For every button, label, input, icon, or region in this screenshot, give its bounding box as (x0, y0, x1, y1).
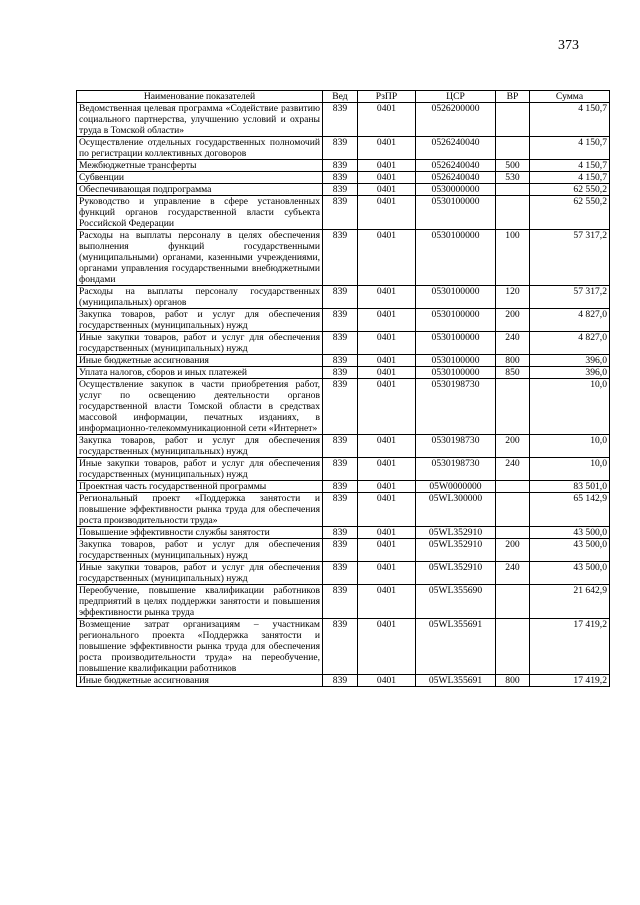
cell-ved: 839 (323, 332, 358, 355)
cell-rzpr: 0401 (358, 493, 416, 527)
table-row (77, 458, 610, 481)
table-row (77, 493, 610, 527)
cell-name: Закупка товаров, работ и услуг для обеспечения государственных (муниципальных) нужд (77, 435, 323, 458)
table-row (77, 481, 610, 493)
cell-csr: 05WL352910 (416, 527, 496, 539)
cell-ved: 839 (323, 367, 358, 379)
cell-name: Проектная часть государственной программы (77, 481, 323, 493)
cell-csr: 0530100000 (416, 355, 496, 367)
cell-rzpr: 0401 (358, 332, 416, 355)
cell-name: Иные бюджетные ассигнования (77, 675, 323, 687)
cell-name: Повышение эффективности службы занятости (77, 527, 323, 539)
table-row (77, 332, 610, 355)
cell-name: Региональный проект «Поддержка занятости и повышение эффективности рынка труда для обеспечения роста производительности труда» (77, 493, 323, 527)
cell-csr: 0530100000 (416, 332, 496, 355)
cell-rzpr: 0401 (358, 481, 416, 493)
cell-rzpr: 0401 (358, 458, 416, 481)
table-row (77, 539, 610, 562)
cell-sum: 83 501,0 (530, 481, 610, 493)
cell-vr: 240 (496, 458, 530, 481)
cell-csr: 05WL355691 (416, 619, 496, 675)
cell-vr (496, 137, 530, 160)
cell-vr: 500 (496, 160, 530, 172)
table-row (77, 309, 610, 332)
cell-csr: 0526200000 (416, 103, 496, 137)
header-ved: Вед (323, 91, 358, 103)
cell-name: Переобучение, повышение квалификации работников предприятий в целях поддержки занятости и повышения эффективности рынка труда (77, 585, 323, 619)
cell-sum: 396,0 (530, 355, 610, 367)
cell-name: Иные закупки товаров, работ и услуг для обеспечения государственных (муниципальных) нужд (77, 562, 323, 585)
cell-ved: 839 (323, 585, 358, 619)
cell-name: Ведомственная целевая программа «Содействие развитию социального партнерства, улучшению условий и охраны труда в Томской области» (77, 103, 323, 137)
cell-vr: 240 (496, 562, 530, 585)
table-row (77, 435, 610, 458)
cell-sum: 4 827,0 (530, 332, 610, 355)
cell-sum: 4 150,7 (530, 172, 610, 184)
header-rzpr: РзПР (358, 91, 416, 103)
cell-rzpr: 0401 (358, 172, 416, 184)
cell-name: Осуществление закупок в части приобретения работ, услуг по освещению деятельности органов государственной власти Томской области в средствах массовой информации, печатных изданиях, в информационно-телекоммуникационной сети «Интернет» (77, 379, 323, 435)
cell-vr: 120 (496, 286, 530, 309)
cell-ved: 839 (323, 379, 358, 435)
header-name: Наименование показателей (77, 91, 323, 103)
cell-ved: 839 (323, 527, 358, 539)
table-row (77, 286, 610, 309)
cell-rzpr: 0401 (358, 137, 416, 160)
cell-vr: 100 (496, 230, 530, 286)
cell-csr: 05WL300000 (416, 493, 496, 527)
cell-csr: 0530198730 (416, 435, 496, 458)
cell-sum: 4 827,0 (530, 309, 610, 332)
cell-vr (496, 527, 530, 539)
cell-rzpr: 0401 (358, 309, 416, 332)
cell-ved: 839 (323, 309, 358, 332)
cell-rzpr: 0401 (358, 196, 416, 230)
header-sum: Сумма (530, 91, 610, 103)
cell-sum: 17 419,2 (530, 619, 610, 675)
table-row (77, 355, 610, 367)
cell-rzpr: 0401 (358, 379, 416, 435)
cell-csr: 0530000000 (416, 184, 496, 196)
cell-csr: 0526240040 (416, 172, 496, 184)
cell-rzpr: 0401 (358, 160, 416, 172)
cell-name: Субвенции (77, 172, 323, 184)
cell-vr (496, 379, 530, 435)
table-row (77, 379, 610, 435)
cell-ved: 839 (323, 539, 358, 562)
cell-csr: 0530100000 (416, 196, 496, 230)
cell-name: Иные закупки товаров, работ и услуг для обеспечения государственных (муниципальных) нужд (77, 332, 323, 355)
cell-ved: 839 (323, 286, 358, 309)
cell-vr (496, 184, 530, 196)
cell-ved: 839 (323, 562, 358, 585)
cell-ved: 839 (323, 458, 358, 481)
table-header-row (77, 91, 610, 103)
cell-name: Расходы на выплаты персоналу государственных (муниципальных) органов (77, 286, 323, 309)
header-csr: ЦСР (416, 91, 496, 103)
cell-ved: 839 (323, 196, 358, 230)
cell-vr: 800 (496, 675, 530, 687)
table-row (77, 675, 610, 687)
cell-rzpr: 0401 (358, 286, 416, 309)
cell-ved: 839 (323, 481, 358, 493)
table-row (77, 137, 610, 160)
cell-ved: 839 (323, 184, 358, 196)
cell-rzpr: 0401 (358, 619, 416, 675)
cell-rzpr: 0401 (358, 435, 416, 458)
cell-csr: 0530198730 (416, 379, 496, 435)
cell-sum: 17 419,2 (530, 675, 610, 687)
cell-csr: 05WL352910 (416, 562, 496, 585)
cell-ved: 839 (323, 675, 358, 687)
cell-sum: 57 317,2 (530, 286, 610, 309)
table-row (77, 160, 610, 172)
table-row (77, 230, 610, 286)
cell-ved: 839 (323, 230, 358, 286)
cell-vr: 850 (496, 367, 530, 379)
cell-ved: 839 (323, 172, 358, 184)
cell-sum: 396,0 (530, 367, 610, 379)
cell-sum: 10,0 (530, 458, 610, 481)
cell-rzpr: 0401 (358, 184, 416, 196)
cell-name: Закупка товаров, работ и услуг для обеспечения государственных (муниципальных) нужд (77, 539, 323, 562)
cell-name: Закупка товаров, работ и услуг для обеспечения государственных (муниципальных) нужд (77, 309, 323, 332)
cell-sum: 43 500,0 (530, 562, 610, 585)
cell-name: Возмещение затрат организациям – участникам регионального проекта «Поддержка занятости и повышение эффективности рынка труда для обеспечения роста производительности труда» на переобучение, повышение квалификации работников (77, 619, 323, 675)
cell-sum: 4 150,7 (530, 137, 610, 160)
cell-sum: 62 550,2 (530, 184, 610, 196)
cell-csr: 0530100000 (416, 286, 496, 309)
cell-sum: 43 500,0 (530, 527, 610, 539)
table-row (77, 184, 610, 196)
table-row (77, 527, 610, 539)
header-vr: ВР (496, 91, 530, 103)
table-row (77, 172, 610, 184)
cell-rzpr: 0401 (358, 562, 416, 585)
cell-ved: 839 (323, 137, 358, 160)
cell-sum: 43 500,0 (530, 539, 610, 562)
cell-ved: 839 (323, 619, 358, 675)
cell-csr: 05WL355691 (416, 675, 496, 687)
cell-ved: 839 (323, 435, 358, 458)
cell-vr: 200 (496, 539, 530, 562)
cell-vr (496, 585, 530, 619)
cell-sum: 4 150,7 (530, 160, 610, 172)
cell-csr: 05W0000000 (416, 481, 496, 493)
cell-name: Руководство и управление в сфере установленных функций органов государственной власти субъекта Российской Федерации (77, 196, 323, 230)
cell-name: Расходы на выплаты персоналу в целях обеспечения выполнения функций государственными (муниципальными) органами, казенными учреждениями, органами управления государственными внебюджетными фондами (77, 230, 323, 286)
cell-sum: 62 550,2 (530, 196, 610, 230)
cell-vr (496, 481, 530, 493)
cell-rzpr: 0401 (358, 230, 416, 286)
cell-rzpr: 0401 (358, 539, 416, 562)
cell-name: Иные закупки товаров, работ и услуг для обеспечения государственных (муниципальных) нужд (77, 458, 323, 481)
cell-name: Иные бюджетные ассигнования (77, 355, 323, 367)
cell-rzpr: 0401 (358, 355, 416, 367)
table-row (77, 619, 610, 675)
cell-sum: 4 150,7 (530, 103, 610, 137)
cell-csr: 0530100000 (416, 309, 496, 332)
cell-vr: 240 (496, 332, 530, 355)
cell-vr (496, 493, 530, 527)
cell-rzpr: 0401 (358, 103, 416, 137)
cell-vr (496, 103, 530, 137)
cell-name: Осуществление отдельных государственных полномочий по регистрации коллективных договоров (77, 137, 323, 160)
table-row (77, 367, 610, 379)
cell-csr: 0530100000 (416, 367, 496, 379)
cell-name: Уплата налогов, сборов и иных платежей (77, 367, 323, 379)
cell-vr: 200 (496, 435, 530, 458)
table-row (77, 196, 610, 230)
cell-csr: 0530198730 (416, 458, 496, 481)
cell-ved: 839 (323, 355, 358, 367)
cell-sum: 10,0 (530, 379, 610, 435)
cell-ved: 839 (323, 103, 358, 137)
cell-csr: 05WL355690 (416, 585, 496, 619)
cell-csr: 0526240040 (416, 137, 496, 160)
cell-sum: 10,0 (530, 435, 610, 458)
table-row (77, 585, 610, 619)
cell-vr (496, 196, 530, 230)
cell-csr: 0526240040 (416, 160, 496, 172)
table-row (77, 103, 610, 137)
cell-ved: 839 (323, 160, 358, 172)
cell-vr: 800 (496, 355, 530, 367)
cell-sum: 21 642,9 (530, 585, 610, 619)
cell-sum: 57 317,2 (530, 230, 610, 286)
cell-vr (496, 619, 530, 675)
cell-csr: 0530100000 (416, 230, 496, 286)
cell-name: Обеспечивающая подпрограмма (77, 184, 323, 196)
cell-name: Межбюджетные трансферты (77, 160, 323, 172)
budget-table (76, 90, 610, 687)
cell-rzpr: 0401 (358, 675, 416, 687)
cell-rzpr: 0401 (358, 527, 416, 539)
cell-vr: 530 (496, 172, 530, 184)
cell-ved: 839 (323, 493, 358, 527)
cell-rzpr: 0401 (358, 367, 416, 379)
cell-rzpr: 0401 (358, 585, 416, 619)
page-number: 373 (558, 38, 579, 53)
table-row (77, 562, 610, 585)
cell-csr: 05WL352910 (416, 539, 496, 562)
cell-sum: 65 142,9 (530, 493, 610, 527)
cell-vr: 200 (496, 309, 530, 332)
